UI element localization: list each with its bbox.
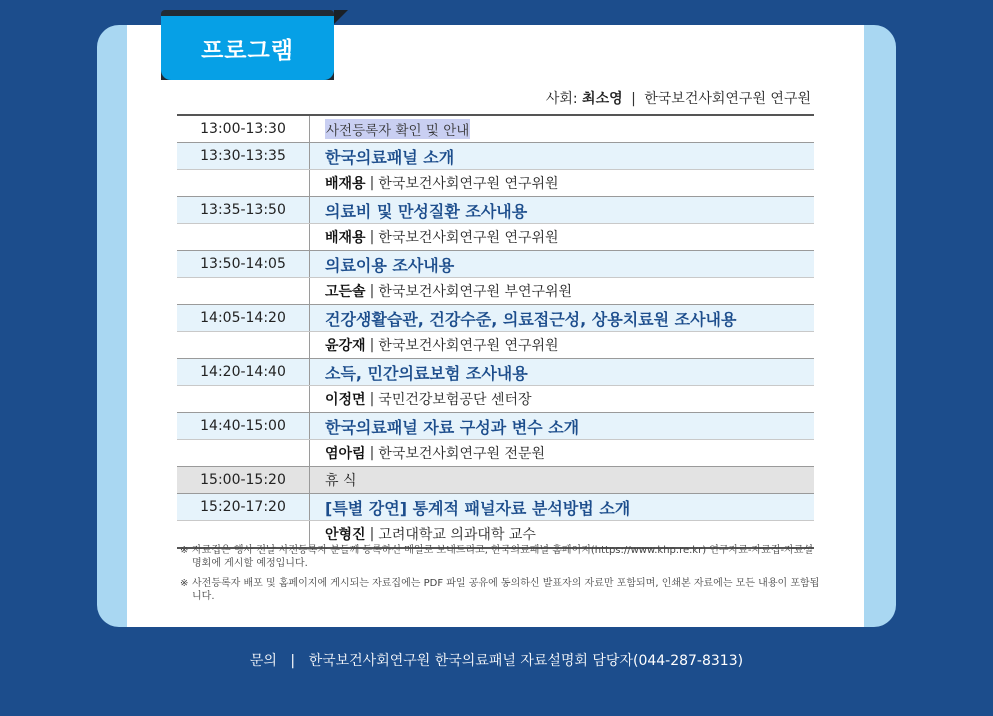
session-content — [310, 197, 814, 223]
schedule-row — [177, 143, 814, 170]
session-time: 13:30-13:35 — [177, 143, 310, 169]
footer-label: 문의 — [249, 653, 277, 669]
speaker-row — [177, 170, 814, 197]
session-title: [특별 강연] 통계적 패널자료 분석방법 소개 — [325, 498, 631, 518]
speaker-row — [177, 224, 814, 251]
speaker-info — [310, 170, 814, 196]
note-text: 사전등록자 배포 및 홈페이지에 게시되는 자료집에는 PDF 파일 공유에 동의하신 발표자의 자료만 포함되며, 인쇄본 자료에는 모든 내용이 포함됩니다. — [192, 578, 820, 602]
speaker-name: 배재용 — [325, 230, 366, 246]
speaker-affiliation: 한국보건사회연구원 연구위원 — [378, 176, 559, 192]
note-mark: ※ — [180, 545, 189, 556]
empty-time-cell — [177, 386, 310, 412]
moderator-label: 사회: — [545, 91, 578, 107]
speaker-row — [177, 332, 814, 359]
session-title: 한국의료패널 소개 — [325, 147, 455, 167]
speaker-info — [310, 386, 814, 412]
empty-time-cell — [177, 440, 310, 466]
session-content — [310, 359, 814, 385]
session-content — [310, 494, 814, 520]
divider: | — [369, 283, 375, 299]
empty-time-cell — [177, 332, 310, 358]
session-title: 소득, 민간의료보험 조사내용 — [325, 363, 528, 383]
schedule-row — [177, 251, 814, 278]
divider: | — [369, 337, 375, 353]
speaker-row — [177, 386, 814, 413]
speaker-name: 고든솔 — [325, 284, 366, 300]
schedule-row — [177, 413, 814, 440]
session-title: 의료이용 조사내용 — [325, 255, 455, 275]
speaker-name: 염아림 — [325, 446, 366, 462]
schedule-row — [177, 116, 814, 143]
session-time: 14:40-15:00 — [177, 413, 310, 439]
speaker-name: 윤강재 — [325, 338, 366, 354]
session-time: 15:20-17:20 — [177, 494, 310, 520]
speaker-affiliation: 한국보건사회연구원 전문원 — [378, 446, 546, 462]
session-title: 휴 식 — [325, 473, 357, 489]
speaker-affiliation: 한국보건사회연구원 연구위원 — [378, 338, 559, 354]
schedule-row — [177, 305, 814, 332]
speaker-name: 안형진 — [325, 527, 366, 543]
speaker-affiliation: 고려대학교 의과대학 교수 — [378, 527, 536, 543]
tab-fold — [334, 10, 348, 24]
note-text: 자료집은 행사 전날 사전등록자 분들께 등록하신 메일로 보내드리고, 한국의료패널 홈페이지(https://www.khp.re.kr) 연구자료-자료집-자료설명회에 게시할 예정입니다. — [192, 545, 814, 569]
speaker-row — [177, 278, 814, 305]
speaker-info — [310, 332, 814, 358]
speaker-info — [310, 440, 814, 466]
speaker-row — [177, 440, 814, 467]
session-content — [310, 305, 814, 331]
schedule-row — [177, 467, 814, 494]
session-time: 13:35-13:50 — [177, 197, 310, 223]
note-item — [180, 544, 820, 570]
session-time: 13:50-14:05 — [177, 251, 310, 277]
note-mark: ※ — [180, 578, 189, 589]
schedule-row — [177, 197, 814, 224]
session-title: 한국의료패널 자료 구성과 변수 소개 — [325, 417, 580, 437]
session-title: 건강생활습관, 건강수준, 의료접근성, 상용치료원 조사내용 — [325, 309, 737, 329]
empty-time-cell — [177, 170, 310, 196]
divider: | — [369, 175, 375, 191]
note-item — [180, 577, 820, 603]
footer-contact — [0, 650, 993, 670]
session-title: 의료비 및 만성질환 조사내용 — [325, 201, 528, 221]
session-time: 14:20-14:40 — [177, 359, 310, 385]
session-time: 15:00-15:20 — [177, 467, 310, 493]
divider: | — [369, 229, 375, 245]
notes-section — [180, 544, 820, 610]
program-tab-title: 프로그램 — [161, 16, 334, 80]
session-content — [310, 143, 814, 169]
session-content — [310, 251, 814, 277]
divider: | — [369, 526, 375, 542]
empty-time-cell — [177, 224, 310, 250]
empty-time-cell — [177, 278, 310, 304]
speaker-affiliation: 한국보건사회연구원 연구위원 — [378, 230, 559, 246]
schedule-row — [177, 359, 814, 386]
moderator-line — [546, 88, 811, 108]
session-content — [310, 413, 814, 439]
speaker-info — [310, 278, 814, 304]
divider: | — [369, 391, 375, 407]
session-time: 13:00-13:30 — [177, 116, 310, 142]
moderator-name: 최소영 — [582, 91, 623, 107]
speaker-name: 이정면 — [325, 392, 366, 408]
footer-text: 한국보건사회연구원 한국의료패널 자료설명회 담당자(044-287-8313) — [308, 653, 744, 669]
session-title: 사전등록자 확인 및 안내 — [325, 119, 470, 139]
moderator-affiliation: 한국보건사회연구원 연구원 — [644, 91, 811, 107]
divider: | — [369, 445, 375, 461]
session-content — [310, 116, 814, 142]
divider: | — [631, 91, 636, 107]
session-time: 14:05-14:20 — [177, 305, 310, 331]
schedule-row — [177, 494, 814, 521]
speaker-affiliation: 한국보건사회연구원 부연구위원 — [378, 284, 573, 300]
speaker-name: 배재용 — [325, 176, 366, 192]
speaker-info — [310, 224, 814, 250]
speaker-affiliation: 국민건강보험공단 센터장 — [378, 392, 532, 408]
schedule-table — [177, 114, 814, 549]
session-content — [310, 467, 814, 493]
footer-separator: | — [290, 653, 296, 669]
